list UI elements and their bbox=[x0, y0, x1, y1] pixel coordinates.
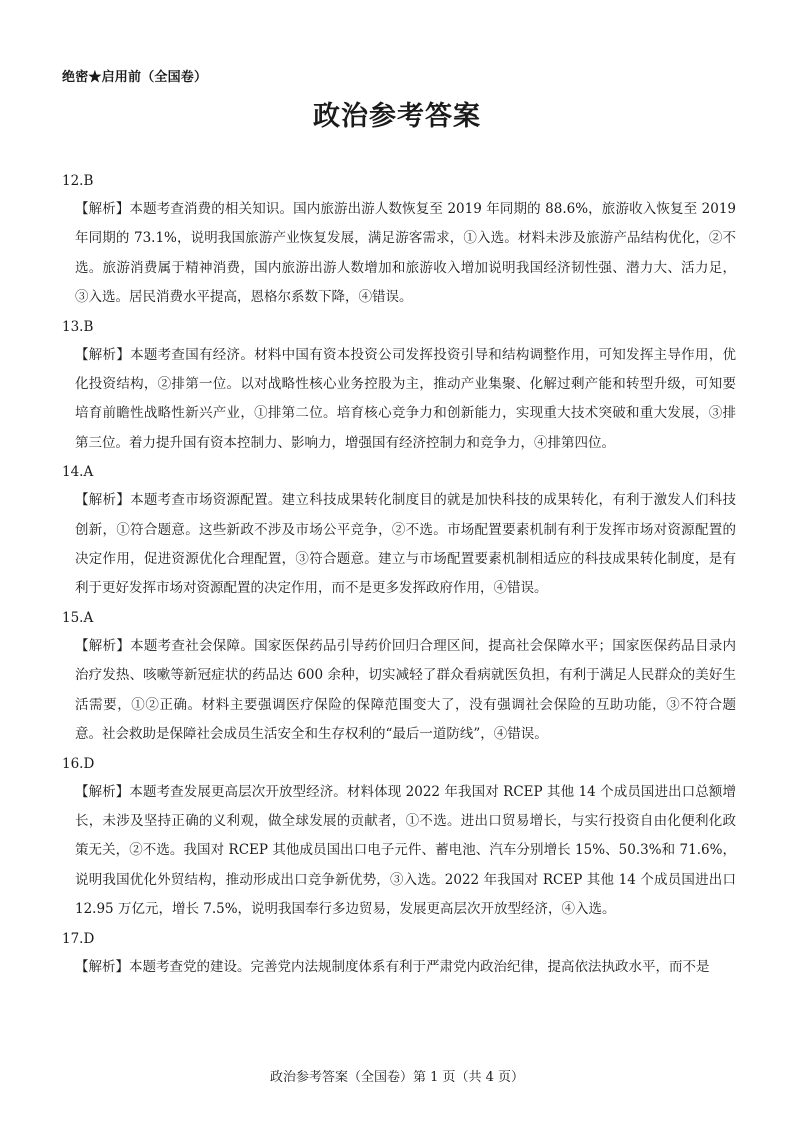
question-analysis: 【解析】本题考查党的建设。完善党内法规制度体系有利于严肃党内政治纪律，提高依法执政水平，而不是 bbox=[75, 958, 710, 975]
question-number: 12.B bbox=[62, 173, 94, 189]
question-number: 13.B bbox=[62, 318, 94, 335]
question-item bbox=[62, 751, 736, 925]
question-item bbox=[62, 168, 736, 313]
question-analysis: 【解析】本题考查消费的相关知识。国内旅游出游人数恢复至 2019 年同期的 88.6%，旅游收入恢复至 2019 年同期的 73.1%，说明我国旅游产业恢复发展，满足游客需求，①入选。材料未涉及旅游产品结构优化，②不选。旅游消费属于精神消费，国内旅游出游人数增加和旅游收入增加说明我国经济韧性强、潜力大、活力足，③入选。居民消费水平提高，恩格尔系数下降，④错误。 bbox=[75, 201, 736, 306]
question-item bbox=[62, 605, 736, 750]
question-analysis: 【解析】本题考查国有经济。材料中国有资本投资公司发挥投资引导和结构调整作用，可知发挥主导作用，优化投资结构，②排第一位。以对战略性核心业务控股为主，推动产业集聚、化解过剩产能和转型升级，可知要培育前瞻性战略性新兴产业，①排第二位。培育核心竞争力和创新能力，实现重大技术突破和重大发展，③排第三位。着力提升国有资本控制力、影响力，增强国有经济控制力和竞争力，④排第四位。 bbox=[75, 346, 736, 451]
question-item bbox=[62, 459, 736, 604]
question-number: 14.A bbox=[62, 464, 94, 481]
question-analysis: 【解析】本题考查发展更高层次开放型经济。材料体现 2022 年我国对 RCEP 其他 14 个成员国进出口总额增长，未涉及坚持正确的义利观，做全球发展的贡献者，①不选。进出口贸易增长，与实行投资自由化便利化政策无关，②不选。我国对 RCEP 其他成员国出口电子元件、蓄电池、汽车分别增长 15%、50.3%和 71.6%，说明我国优化外贸结构，推动形成出口竞争新优势，③入选。2022 年我国对 RCEP 其他 14 个成员国进出口 12.95 万亿元，增长 7.5%，说明我国奉行多边贸易，发展更高层次开放型经济，④入选。 bbox=[75, 783, 736, 918]
question-item bbox=[62, 926, 736, 982]
question-analysis: 【解析】本题考查市场资源配置。建立科技成果转化制度目的就是加快科技的成果转化，有利于激发人们科技创新，①符合题意。这些新政不涉及市场公平竞争，②不选。市场配置要素机制有利于发挥市场对资源配置的决定作用，促进资源优化合理配置，③符合题意。建立与市场配置要素机制相适应的科技成果转化制度，是有利于更好发挥市场对资源配置的决定作用，而不是更多发挥政府作用，④错误。 bbox=[75, 492, 736, 597]
question-analysis: 【解析】本题考查社会保障。国家医保药品引导药价回归合理区间，提高社会保障水平；国家医保药品目录内治疗发热、咳嗽等新冠症状的药品达 600 余种，切实减轻了群众看病就医负担，有利于满足人民群众的美好生活需要，①②正确。材料主要强调医疗保险的保障范围变大了，没有强调社会保险的互助功能，③不符合题意。社会救助是保障社会成员生活安全和生存权利的“最后一道防线”，④错误。 bbox=[75, 637, 736, 743]
question-item bbox=[62, 314, 736, 459]
question-number: 17.D bbox=[62, 930, 95, 947]
confidential-label: 绝密★启用前（全国卷） bbox=[62, 70, 208, 85]
question-number: 15.A bbox=[62, 609, 94, 626]
question-number: 16.D bbox=[62, 755, 95, 772]
question-list bbox=[62, 168, 736, 983]
page-footer: 政治参考答案（全国卷）第 1 页（共 4 页） bbox=[269, 1070, 525, 1085]
page-title: 政治参考答案 bbox=[313, 101, 481, 132]
